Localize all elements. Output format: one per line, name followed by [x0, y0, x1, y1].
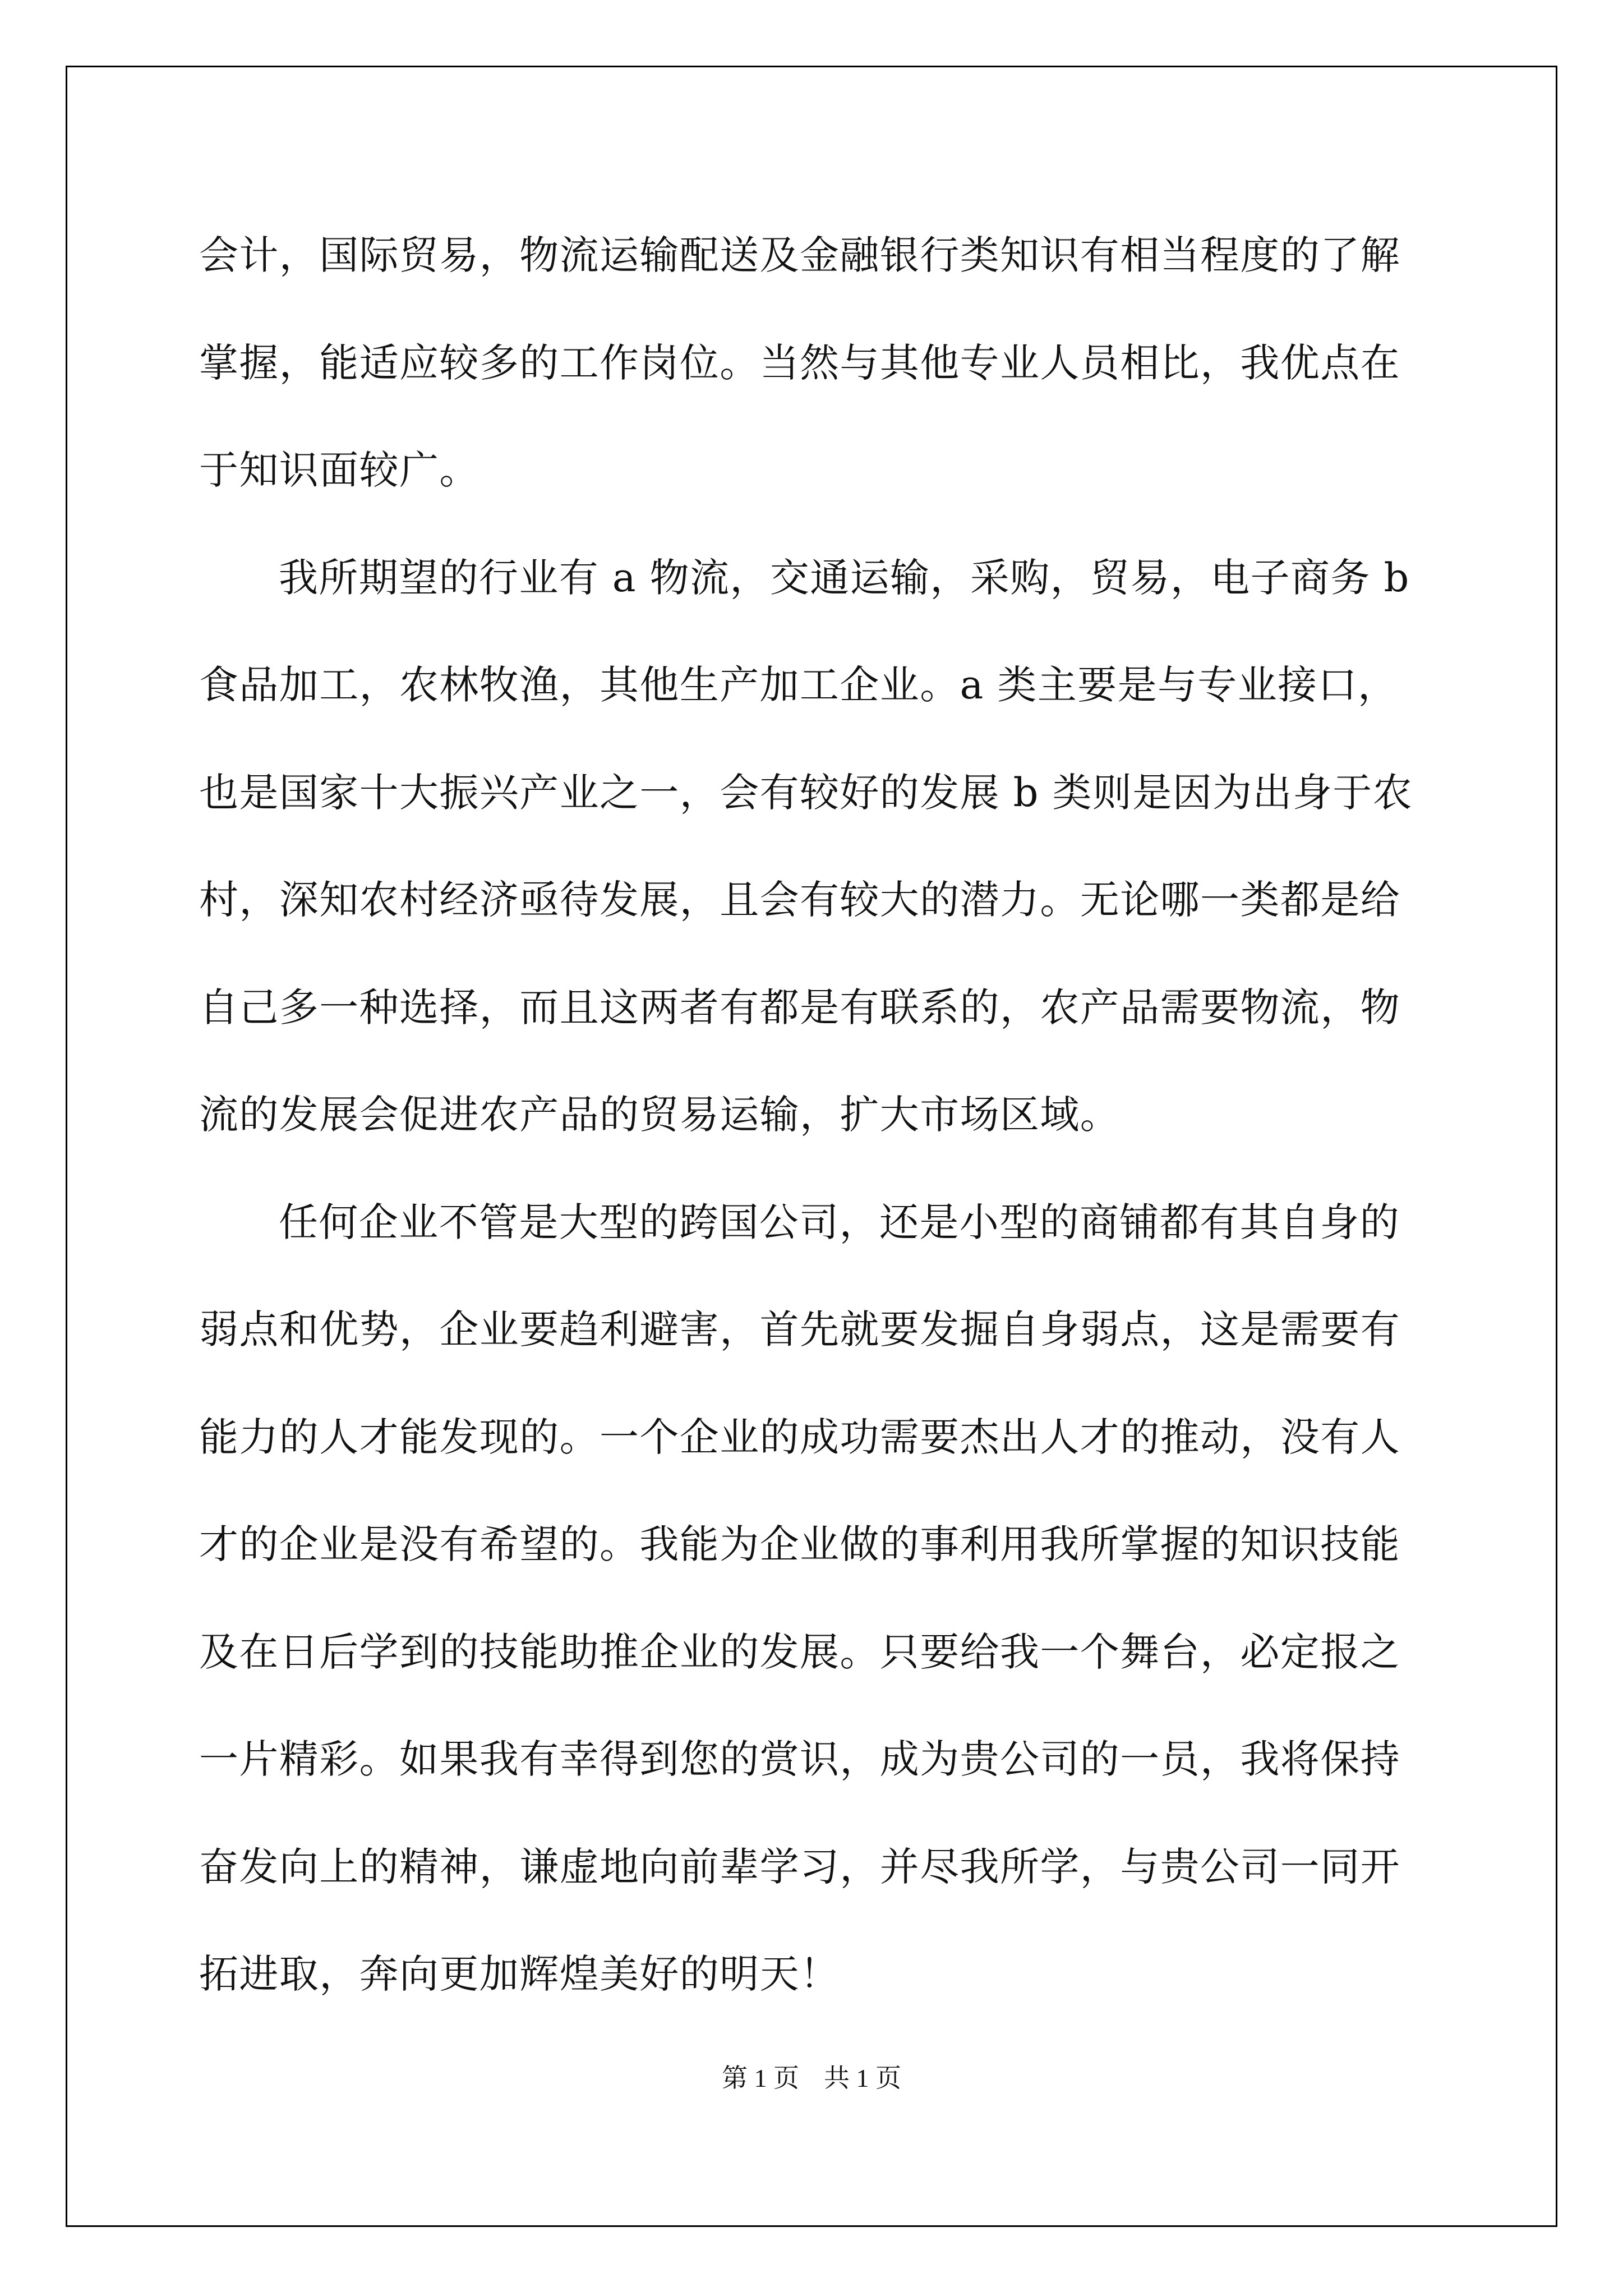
text-line: 任何企业不管是大型的跨国公司，还是小型的商铺都有其自身的: [279, 1199, 1400, 1245]
text-line: 奋发向上的精神，谦虚地向前辈学习，并尽我所学，与贵公司一同开: [199, 1843, 1400, 1890]
text-line: 能力的人才能发现的。一个企业的成功需要杰出人才的推动，没有人: [199, 1414, 1400, 1460]
page-number-total: 共 1 页: [824, 2064, 901, 2092]
text-line: 才的企业是没有希望的。我能为企业做的事利用我所掌握的知识技能: [199, 1521, 1400, 1567]
text-line: 及在日后学到的技能助推企业的发展。只要给我一个舞台，必定报之: [199, 1628, 1400, 1675]
text-line: 会计，国际贸易，物流运输配送及金融银行类知识有相当程度的了解: [199, 232, 1400, 278]
document-body: [199, 202, 1424, 2028]
text-line: 我所期望的行业有 a 物流，交通运输，采购，贸易，电子商务 b: [279, 554, 1410, 601]
text-line: 弱点和优势，企业要趋利避害，首先就要发掘自身弱点，这是需要有: [199, 1306, 1400, 1352]
page-number-current: 第 1 页: [722, 2064, 799, 2092]
text-line: 掌握，能适应较多的工作岗位。当然与其他专业人员相比，我优点在: [199, 339, 1400, 386]
paragraph-2: [199, 524, 1424, 1169]
text-line: 村，深知农村经济亟待发展，且会有较大的潜力。无论哪一类都是给: [199, 877, 1400, 923]
text-line: 食品加工，农林牧渔，其他生产加工企业。a 类主要是与专业接口，: [199, 662, 1398, 708]
text-line: 也是国家十大振兴产业之一，会有较好的发展 b 类则是因为出身于农: [199, 769, 1413, 816]
text-line: 拓进取，奔向更加辉煌美好的明天！: [199, 1951, 840, 1997]
text-line: 自己多一种选择，而且这两者有都是有联系的，农产品需要物流，物: [199, 984, 1400, 1030]
text-line: 一片精彩。如果我有幸得到您的赏识，成为贵公司的一员，我将保持: [199, 1736, 1400, 1782]
paragraph-3: [199, 1169, 1424, 2028]
paragraph-1: [199, 202, 1424, 524]
page-footer: [0, 2058, 1623, 2095]
text-line: 于知识面较广。: [199, 447, 479, 493]
text-line: 流的发展会促进农产品的贸易运输，扩大市场区域。: [199, 1092, 1121, 1138]
